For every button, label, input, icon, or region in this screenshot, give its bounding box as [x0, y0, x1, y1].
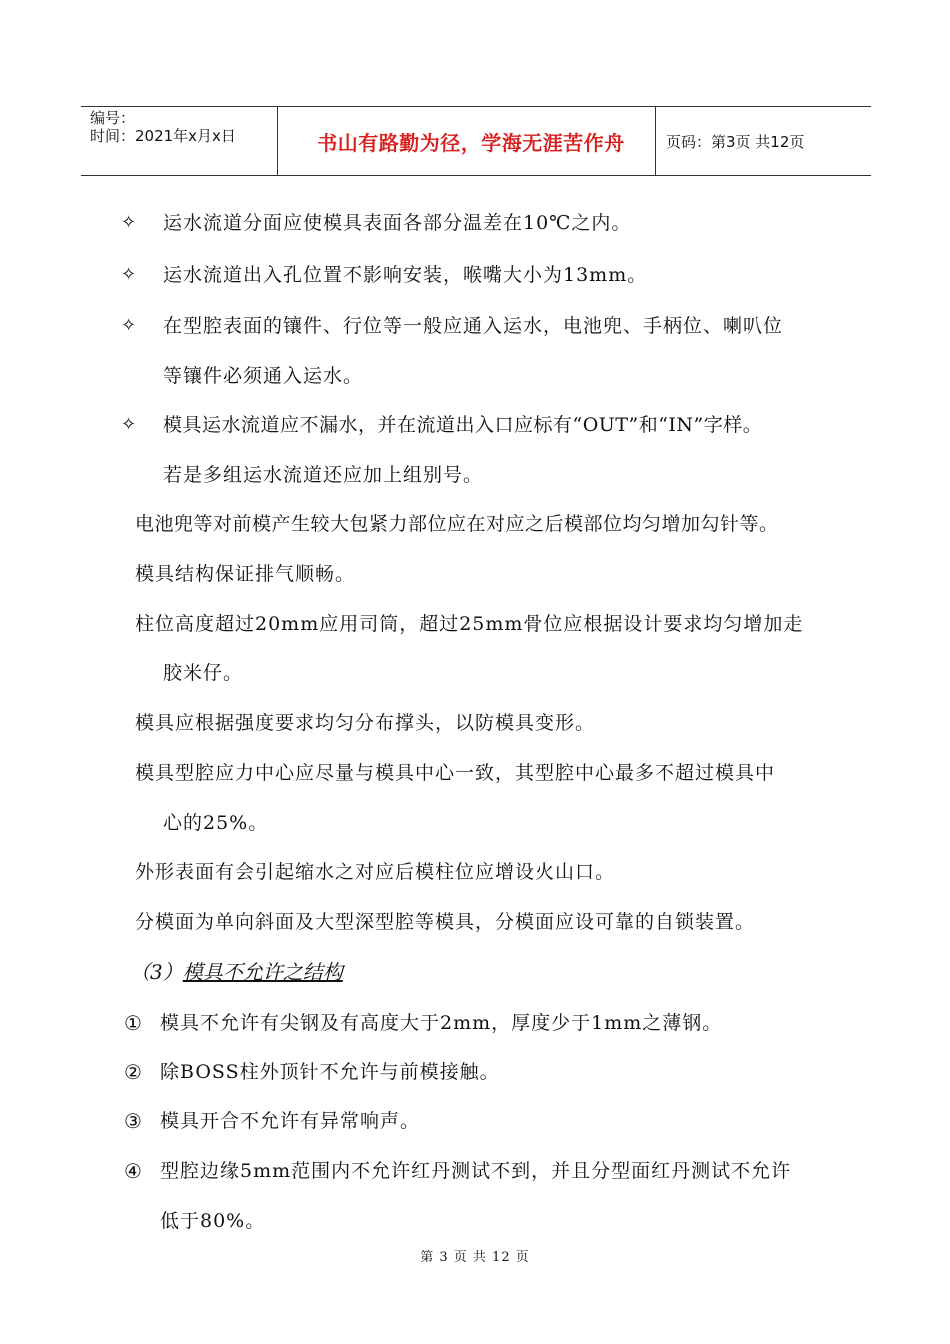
header-divider [277, 107, 278, 175]
item-marker: ② [124, 1060, 142, 1084]
time-label: 时间：2021年x月x日 [90, 127, 236, 145]
body-paragraph-continuation: 心的25%。 [163, 812, 269, 834]
header-motto: 书山有路勤为径，学海无涯苦作舟 [317, 130, 625, 155]
bullet-item: 运水流道出入孔位置不影响安装，喉嘴大小为13mm。 [163, 264, 648, 286]
header-divider [655, 107, 656, 175]
number-label: 编号： [90, 109, 136, 127]
item-marker: ③ [124, 1109, 142, 1133]
bullet-item-continuation: 等镶件必须通入运水。 [163, 365, 364, 387]
body-paragraph: 模具结构保证排气顺畅。 [135, 563, 356, 585]
section-title: 模具不允许之结构 [182, 960, 343, 984]
body-paragraph: 柱位高度超过20mm应用司筒，超过25mm骨位应根据设计要求均匀增加走 [135, 613, 804, 635]
body-paragraph: 外形表面有会引起缩水之对应后模柱位应增设火山口。 [135, 861, 616, 883]
section-heading [130, 958, 343, 986]
header-page-info: 页码：第3页 共12页 [666, 132, 805, 151]
numbered-item-continuation: 低于80%。 [160, 1210, 266, 1232]
numbered-item: 模具不允许有尖钢及有高度大于2mm，厚度少于1mm之薄钢。 [160, 1012, 723, 1034]
bullet-icon: ✧ [121, 315, 137, 336]
numbered-item: 模具开合不允许有异常响声。 [160, 1110, 421, 1132]
numbered-item: 除BOSS柱外顶针不允许与前模接触。 [160, 1061, 500, 1083]
body-paragraph: 模具应根据强度要求均匀分布撑头，以防模具变形。 [135, 712, 596, 734]
bullet-item: 在型腔表面的镶件、行位等一般应通入运水，电池兜、手柄位、喇叭位 [163, 315, 784, 337]
page-footer: 第 3 页 共 12 页 [420, 1250, 530, 1265]
document-header [81, 106, 871, 176]
bullet-item-continuation: 若是多组运水流道还应加上组别号。 [163, 464, 484, 486]
numbered-item: 型腔边缘5mm范围内不允许红丹测试不到，并且分型面红丹测试不允许 [160, 1160, 792, 1182]
body-paragraph: 电池兜等对前模产生较大包紧力部位应在对应之后模部位均匀增加勾针等。 [135, 513, 779, 535]
bullet-icon: ✧ [121, 212, 137, 233]
bullet-item: 运水流道分面应使模具表面各部分温差在10℃之内。 [163, 212, 632, 234]
body-paragraph-continuation: 胶米仔。 [163, 662, 244, 684]
item-marker: ④ [124, 1159, 142, 1183]
bullet-item: 模具运水流道应不漏水，并在流道出入口应标有“OUT”和“IN”字样。 [163, 414, 763, 436]
bullet-icon: ✧ [121, 414, 137, 435]
body-paragraph: 分模面为单向斜面及大型深型腔等模具，分模面应设可靠的自锁装置。 [135, 911, 756, 933]
section-number: （3） [130, 960, 183, 984]
header-meta [90, 109, 236, 145]
item-marker: ① [124, 1011, 142, 1035]
body-paragraph: 模具型腔应力中心应尽量与模具中心一致，其型腔中心最多不超过模具中 [135, 762, 776, 784]
bullet-icon: ✧ [121, 264, 137, 285]
